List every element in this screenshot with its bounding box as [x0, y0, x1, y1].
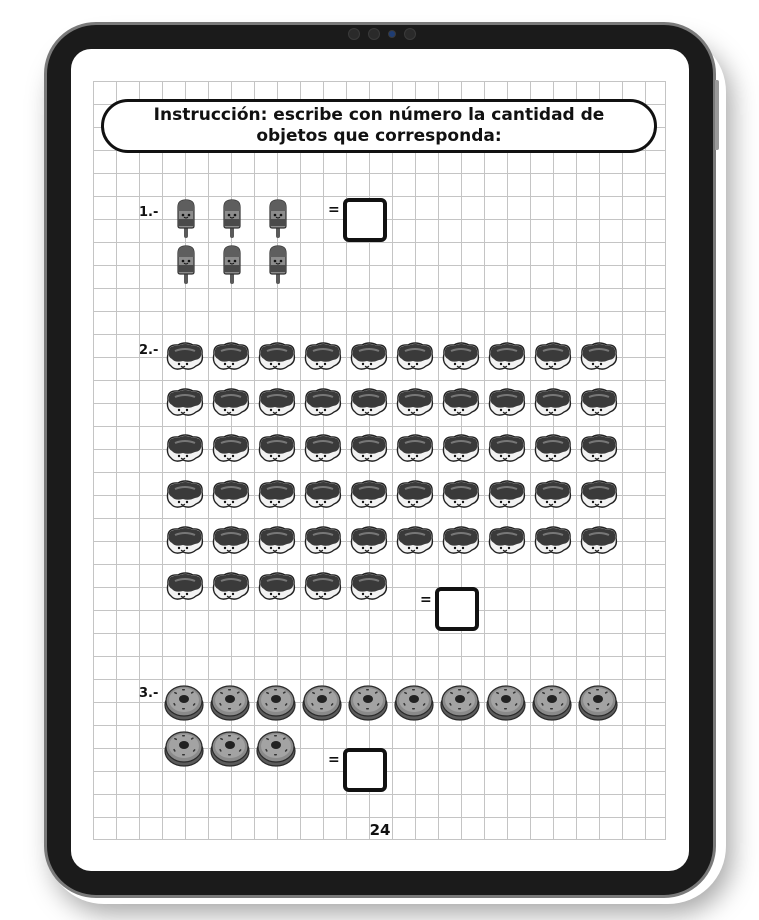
donut-icon — [578, 683, 618, 721]
instruction-line-2: objetos que corresponda: — [256, 126, 502, 146]
ice-cream-sandwich-icon — [303, 479, 343, 511]
popsicle-icon — [267, 199, 289, 239]
ice-cream-sandwich-icon — [165, 387, 205, 419]
ice-cream-sandwich-icon — [533, 433, 573, 465]
camera-icon — [348, 28, 360, 40]
ice-cream-sandwich-icon — [487, 525, 527, 557]
ice-cream-sandwich-icon — [165, 341, 205, 373]
ice-cream-sandwich-icon — [579, 387, 619, 419]
ice-cream-sandwich-icon — [303, 387, 343, 419]
donut-icon — [210, 729, 250, 767]
ice-cream-sandwich-icon — [579, 525, 619, 557]
ice-cream-sandwich-icon — [349, 479, 389, 511]
ice-cream-sandwich-icon — [257, 341, 297, 373]
popsicle-icon — [267, 245, 289, 285]
ice-cream-sandwich-icon — [165, 525, 205, 557]
exercise-2-label: 2.- — [139, 343, 159, 358]
ice-cream-sandwich-icon — [533, 341, 573, 373]
donut-icon — [486, 683, 526, 721]
ice-cream-sandwich-icon — [441, 525, 481, 557]
donut-icon — [348, 683, 388, 721]
ice-cream-sandwich-icon — [395, 525, 435, 557]
ice-cream-sandwich-icon — [257, 433, 297, 465]
donut-icon — [256, 729, 296, 767]
ice-cream-sandwich-icon — [487, 433, 527, 465]
ice-cream-sandwich-icon — [533, 387, 573, 419]
exercise-3-label: 3.- — [139, 686, 159, 701]
donut-icon — [164, 683, 204, 721]
donut-icon — [440, 683, 480, 721]
popsicle-icon — [175, 245, 197, 285]
exercise-1-equals: = — [328, 202, 340, 218]
ice-cream-sandwich-icon — [211, 341, 251, 373]
donut-icon — [256, 683, 296, 721]
ice-cream-sandwich-icon — [257, 479, 297, 511]
popsicle-icon — [175, 199, 197, 239]
ice-cream-sandwich-icon — [211, 525, 251, 557]
ice-cream-sandwich-icon — [441, 341, 481, 373]
ice-cream-sandwich-icon — [303, 433, 343, 465]
exercise-2-equals: = — [420, 592, 432, 608]
ice-cream-sandwich-icon — [441, 479, 481, 511]
camera-icon — [368, 28, 380, 40]
ice-cream-sandwich-icon — [487, 479, 527, 511]
ice-cream-sandwich-icon — [165, 479, 205, 511]
ice-cream-sandwich-icon — [579, 433, 619, 465]
ice-cream-sandwich-icon — [211, 571, 251, 603]
ice-cream-sandwich-icon — [441, 433, 481, 465]
ice-cream-sandwich-icon — [303, 525, 343, 557]
ice-cream-sandwich-icon — [579, 341, 619, 373]
ice-cream-sandwich-icon — [211, 387, 251, 419]
ice-cream-sandwich-icon — [303, 571, 343, 603]
ice-cream-sandwich-icon — [395, 341, 435, 373]
camera-bar — [334, 28, 430, 40]
ice-cream-sandwich-icon — [533, 525, 573, 557]
ice-cream-sandwich-icon — [165, 571, 205, 603]
ice-cream-sandwich-icon — [487, 387, 527, 419]
ice-cream-sandwich-icon — [533, 479, 573, 511]
ice-cream-sandwich-icon — [395, 387, 435, 419]
ice-cream-sandwich-icon — [257, 387, 297, 419]
popsicle-icon — [221, 245, 243, 285]
ice-cream-sandwich-icon — [211, 479, 251, 511]
instruction-line-1: Instrucción: escribe con número la cantidad de — [153, 105, 605, 125]
exercise-3-equals: = — [328, 752, 340, 768]
ice-cream-sandwich-icon — [349, 433, 389, 465]
ice-cream-sandwich-icon — [349, 571, 389, 603]
exercise-3-answer-box[interactable] — [343, 748, 387, 792]
donut-icon — [394, 683, 434, 721]
page-number: 24 — [369, 821, 391, 839]
ice-cream-sandwich-icon — [349, 387, 389, 419]
donut-icon — [302, 683, 342, 721]
exercise-1-label: 1.- — [139, 205, 159, 220]
ice-cream-sandwich-icon — [303, 341, 343, 373]
ice-cream-sandwich-icon — [395, 479, 435, 511]
camera-icon — [404, 28, 416, 40]
donut-icon — [164, 729, 204, 767]
instruction-banner — [101, 99, 657, 153]
ice-cream-sandwich-icon — [349, 525, 389, 557]
donut-icon — [532, 683, 572, 721]
ice-cream-sandwich-icon — [165, 433, 205, 465]
ice-cream-sandwich-icon — [349, 341, 389, 373]
ice-cream-sandwich-icon — [257, 525, 297, 557]
popsicle-icon — [221, 199, 243, 239]
ice-cream-sandwich-icon — [395, 433, 435, 465]
ice-cream-sandwich-icon — [257, 571, 297, 603]
ice-cream-sandwich-icon — [441, 387, 481, 419]
exercise-1-answer-box[interactable] — [343, 198, 387, 242]
worksheet-page — [71, 49, 689, 871]
ice-cream-sandwich-icon — [579, 479, 619, 511]
ice-cream-sandwich-icon — [211, 433, 251, 465]
donut-icon — [210, 683, 250, 721]
exercise-2-answer-box[interactable] — [435, 587, 479, 631]
sensor-icon — [388, 30, 396, 38]
tablet-side-button — [715, 80, 719, 150]
ice-cream-sandwich-icon — [487, 341, 527, 373]
